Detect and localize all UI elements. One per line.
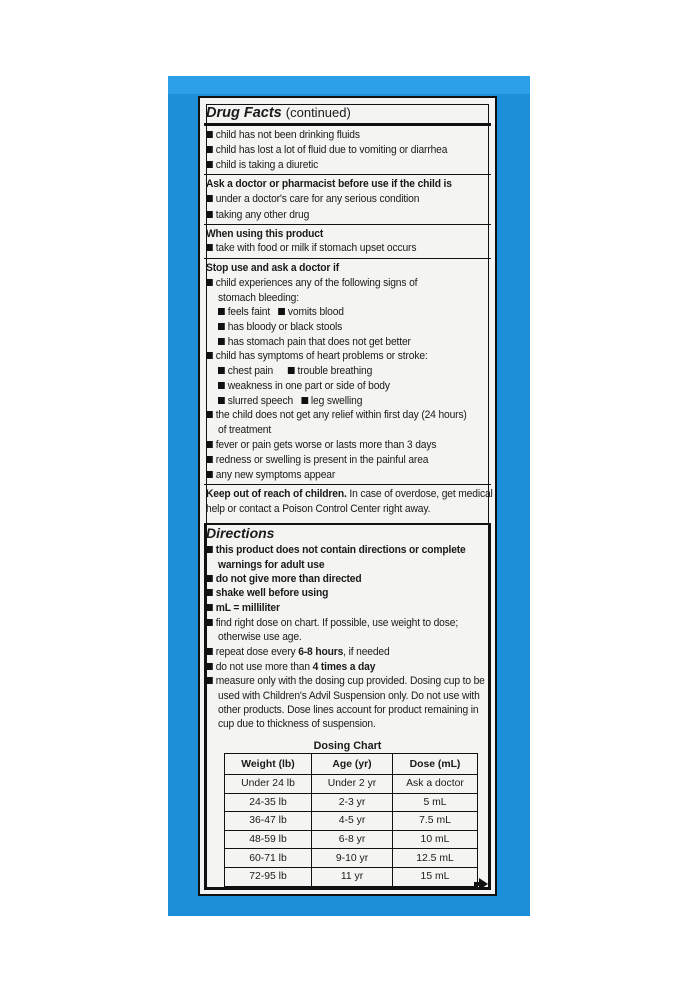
list-item: under a doctor's care for any serious condition xyxy=(206,192,484,207)
list-item: feels faint vomits blood xyxy=(218,305,485,320)
keep-out-text-cont: help or contact a Poison Control Center right away. xyxy=(206,503,431,515)
list-item: slurred speech leg swelling xyxy=(218,394,485,409)
table-row xyxy=(225,812,478,831)
bullet-icon xyxy=(206,161,213,168)
list-item-cont: cup due to thickness of suspension. xyxy=(218,718,376,730)
dosing-chart-title: Dosing Chart xyxy=(313,740,382,752)
bullet-icon xyxy=(206,131,213,138)
bullet-icon xyxy=(218,397,225,404)
bullet-icon xyxy=(218,338,225,345)
list-item: any new symptoms appear xyxy=(206,468,484,483)
table-header-row xyxy=(225,754,478,775)
bullet-icon xyxy=(206,195,213,202)
dosing-chart-table xyxy=(224,753,478,887)
column-header: Age (yr) xyxy=(312,754,393,775)
bullet-icon xyxy=(206,648,213,655)
drug-facts-title: Drug Facts (continued) xyxy=(206,105,351,121)
list-item: shake well before using xyxy=(206,586,484,601)
list-item: chest pain trouble breathing xyxy=(218,364,485,379)
table-row xyxy=(225,775,478,794)
section-divider xyxy=(204,224,491,225)
list-item-cont: used with Children's Advil Suspension only. Do not use with xyxy=(218,690,480,702)
bullet-icon xyxy=(206,471,213,478)
table-cell: 72-95 lb xyxy=(225,867,312,886)
table-cell: 36-47 lb xyxy=(225,812,312,831)
table-cell: 60-71 lb xyxy=(225,849,312,868)
list-item: mL = milliliter xyxy=(206,601,484,616)
table-cell: 4-5 yr xyxy=(312,812,393,831)
table-cell: 24-35 lb xyxy=(225,793,312,812)
list-item-cont: of treatment xyxy=(218,424,272,436)
bullet-icon xyxy=(278,308,285,315)
list-item: repeat dose every 6-8 hours, if needed xyxy=(206,645,484,660)
table-cell: Under 2 yr xyxy=(312,775,393,794)
bullet-icon xyxy=(206,352,213,359)
bullet-icon xyxy=(206,411,213,418)
bullet-icon xyxy=(206,211,213,218)
list-item: child experiences any of the following signs of xyxy=(206,276,484,291)
table-cell: 15 mL xyxy=(393,867,478,886)
bullet-icon xyxy=(206,244,213,251)
list-item: has bloody or black stools xyxy=(218,320,485,335)
bullet-icon xyxy=(206,279,213,286)
table-cell: 9-10 yr xyxy=(312,849,393,868)
column-header: Weight (lb) xyxy=(225,754,312,775)
table-cell: 2-3 yr xyxy=(312,793,393,812)
bullet-icon xyxy=(206,663,213,670)
table-row xyxy=(225,830,478,849)
list-item: take with food or milk if stomach upset occurs xyxy=(206,241,484,256)
section-divider xyxy=(204,174,491,175)
table-cell: 5 mL xyxy=(393,793,478,812)
list-item-cont: other products. Dose lines account for product remaining in xyxy=(218,704,479,716)
list-item: has stomach pain that does not get better xyxy=(218,335,485,350)
section-divider xyxy=(204,484,491,485)
table-cell: 10 mL xyxy=(393,830,478,849)
list-item: taking any other drug xyxy=(206,208,484,223)
list-item-cont: stomach bleeding: xyxy=(218,292,299,304)
table-cell: 12.5 mL xyxy=(393,849,478,868)
bullet-icon xyxy=(206,575,213,582)
list-item: child has lost a lot of fluid due to vomiting or diarrhea xyxy=(206,143,484,158)
table-row xyxy=(225,867,478,886)
list-item: do not use more than 4 times a day xyxy=(206,660,484,675)
bullet-icon xyxy=(288,367,295,374)
table-cell: 48-59 lb xyxy=(225,830,312,849)
continue-arrow-icon xyxy=(479,878,488,890)
list-item: child has symptoms of heart problems or stroke: xyxy=(206,349,484,364)
list-item: do not give more than directed xyxy=(206,572,484,587)
bullet-icon xyxy=(218,323,225,330)
bullet-icon xyxy=(206,456,213,463)
bullet-icon xyxy=(206,677,213,684)
table-cell: Ask a doctor xyxy=(393,775,478,794)
table-cell: Under 24 lb xyxy=(225,775,312,794)
drug-facts-subtitle: (continued) xyxy=(285,105,351,120)
section-heading: When using this product xyxy=(206,228,324,240)
table-row xyxy=(225,849,478,868)
list-item: redness or swelling is present in the painful area xyxy=(206,453,484,468)
title-rule xyxy=(204,123,491,126)
list-item: the child does not get any relief within first day (24 hours) xyxy=(206,408,484,423)
keep-out-text: Keep out of reach of children. In case of overdose, get medical xyxy=(206,488,493,500)
bullet-icon xyxy=(301,397,308,404)
bullet-icon xyxy=(206,589,213,596)
bullet-icon xyxy=(206,146,213,153)
bullet-icon xyxy=(218,308,225,315)
bullet-icon xyxy=(206,441,213,448)
section-heading: Ask a doctor or pharmacist before use if the child is xyxy=(206,178,452,190)
list-item-cont: warnings for adult use xyxy=(218,559,325,571)
table-row xyxy=(225,793,478,812)
section-divider xyxy=(204,258,491,259)
bullet-icon xyxy=(218,382,225,389)
bullet-icon xyxy=(206,619,213,626)
section-heading: Stop use and ask a doctor if xyxy=(206,262,339,274)
table-cell: 11 yr xyxy=(312,867,393,886)
bullet-icon xyxy=(206,604,213,611)
list-item-cont: otherwise use age. xyxy=(218,631,302,643)
table-cell: 6-8 yr xyxy=(312,830,393,849)
table-cell: 7.5 mL xyxy=(393,812,478,831)
list-item: fever or pain gets worse or lasts more than 3 days xyxy=(206,438,484,453)
list-item: child has not been drinking fluids xyxy=(206,128,484,143)
column-header: Dose (mL) xyxy=(393,754,478,775)
bullet-icon xyxy=(206,546,213,553)
list-item: find right dose on chart. If possible, use weight to dose; xyxy=(206,616,484,631)
list-item: this product does not contain directions or complete xyxy=(206,543,484,558)
bullet-icon xyxy=(218,367,225,374)
list-item: child is taking a diuretic xyxy=(206,158,484,173)
list-item: weakness in one part or side of body xyxy=(218,379,485,394)
directions-heading: Directions xyxy=(206,525,275,541)
list-item: measure only with the dosing cup provided. Dosing cup to be xyxy=(206,674,484,689)
